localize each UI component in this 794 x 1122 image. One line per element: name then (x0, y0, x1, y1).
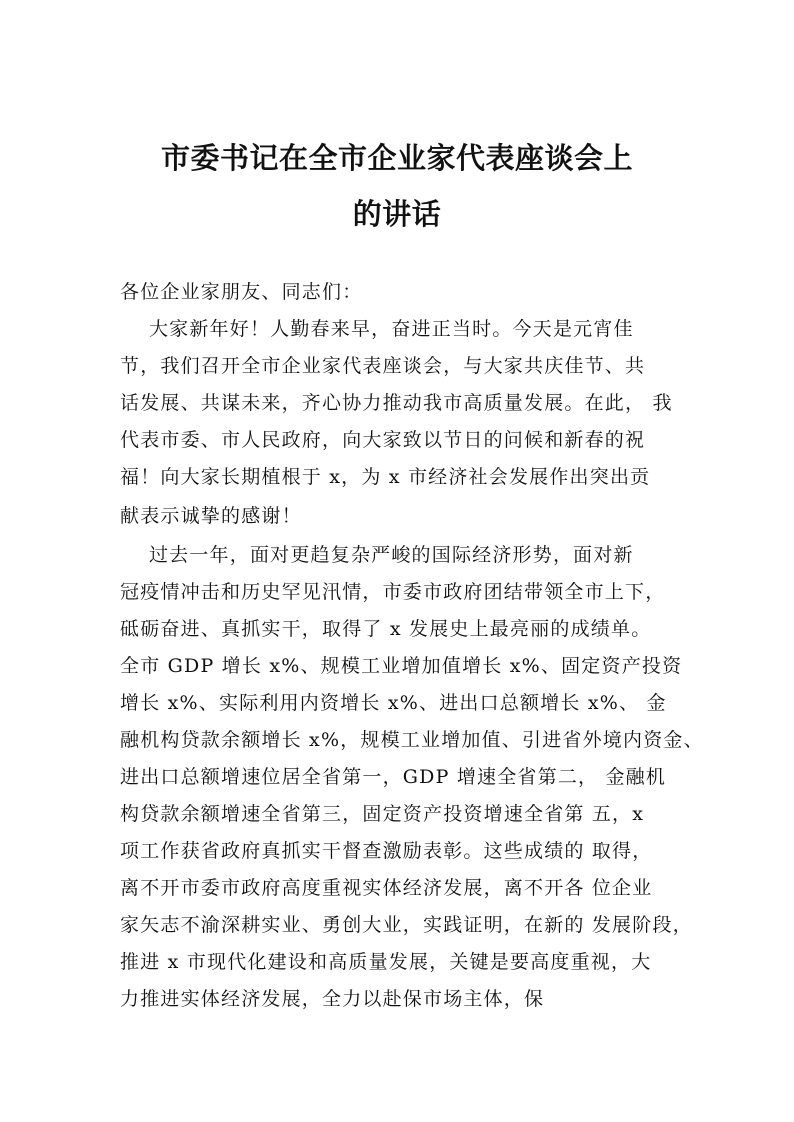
paragraph-1-line: 献表示诚挚的感谢！ (120, 505, 302, 527)
paragraph-2-line: 离不开市委市政府高度重视实体经济发展，离不开各 位企业 (120, 877, 653, 899)
paragraph-1-line: 大家新年好！人勤春来早，奋进正当时。今天是元宵佳 (120, 318, 634, 340)
paragraph-2-line: 全市 GDP 增长 x%、规模工业增加值增长 x%、固定资产投资 (120, 655, 683, 677)
paragraph-2-line: 力推进实体经济发展，全力以赴保市场主体，保 (120, 988, 545, 1010)
paragraph-2-line: 推进 x 市现代化建设和高质量发展，关键是要高度重视，大 (120, 951, 652, 973)
paragraph-2-line: 冠疫情冲击和历史罕见汛情，市委市政府团结带领全市上下， (120, 581, 666, 603)
paragraph-2-line: 构贷款余额增速全省第三，固定资产投资增速全省第 五，x (120, 803, 645, 825)
paragraph-1-line: 福！向大家长期植根于 x，为 x 市经济社会发展作出突出贡 (120, 466, 651, 488)
title-line-1: 市委书记在全市企业家代表座谈会上 (160, 141, 633, 175)
paragraph-2-line: 增长 x%、实际利用内资增长 x%、进出口总额增长 x%、 金 (120, 692, 667, 714)
paragraph-1-line: 节，我们召开全市企业家代表座谈会，与大家共庆佳节、共 (120, 355, 646, 377)
paragraph-2-line: 进出口总额增速位居全省第一，GDP 增速全省第二， 金融机 (120, 766, 667, 788)
paragraph-1-line: 代表市委、市人民政府，向大家致以节日的问候和新春的祝 (120, 429, 646, 451)
paragraph-2-line: 融机构贷款余额增长 x%，规模工业增加值、引进省外境内资金、 (120, 729, 704, 751)
paragraph-2-line: 家矢志不渝深耕实业、勇创大业，实践证明，在新的 发展阶段， (120, 914, 693, 936)
paragraph-1-line: 话发展、共谋未来，齐心协力推动我市高质量发展。在此， 我 (120, 392, 673, 414)
paragraph-2-line: 砥砺奋进、真抓实干，取得了 x 发展史上最亮丽的成绩单。 (120, 618, 652, 640)
paragraph-2-line: 过去一年，面对更趋复杂严峻的国际经济形势，面对新 (120, 544, 634, 566)
title-line-2: 的讲话 (352, 197, 442, 231)
salutation: 各位企业家朋友、同志们： (120, 281, 363, 303)
paragraph-2-line: 项工作获省政府真抓实干督查激励表彰。这些成绩的 取得， (120, 840, 653, 862)
